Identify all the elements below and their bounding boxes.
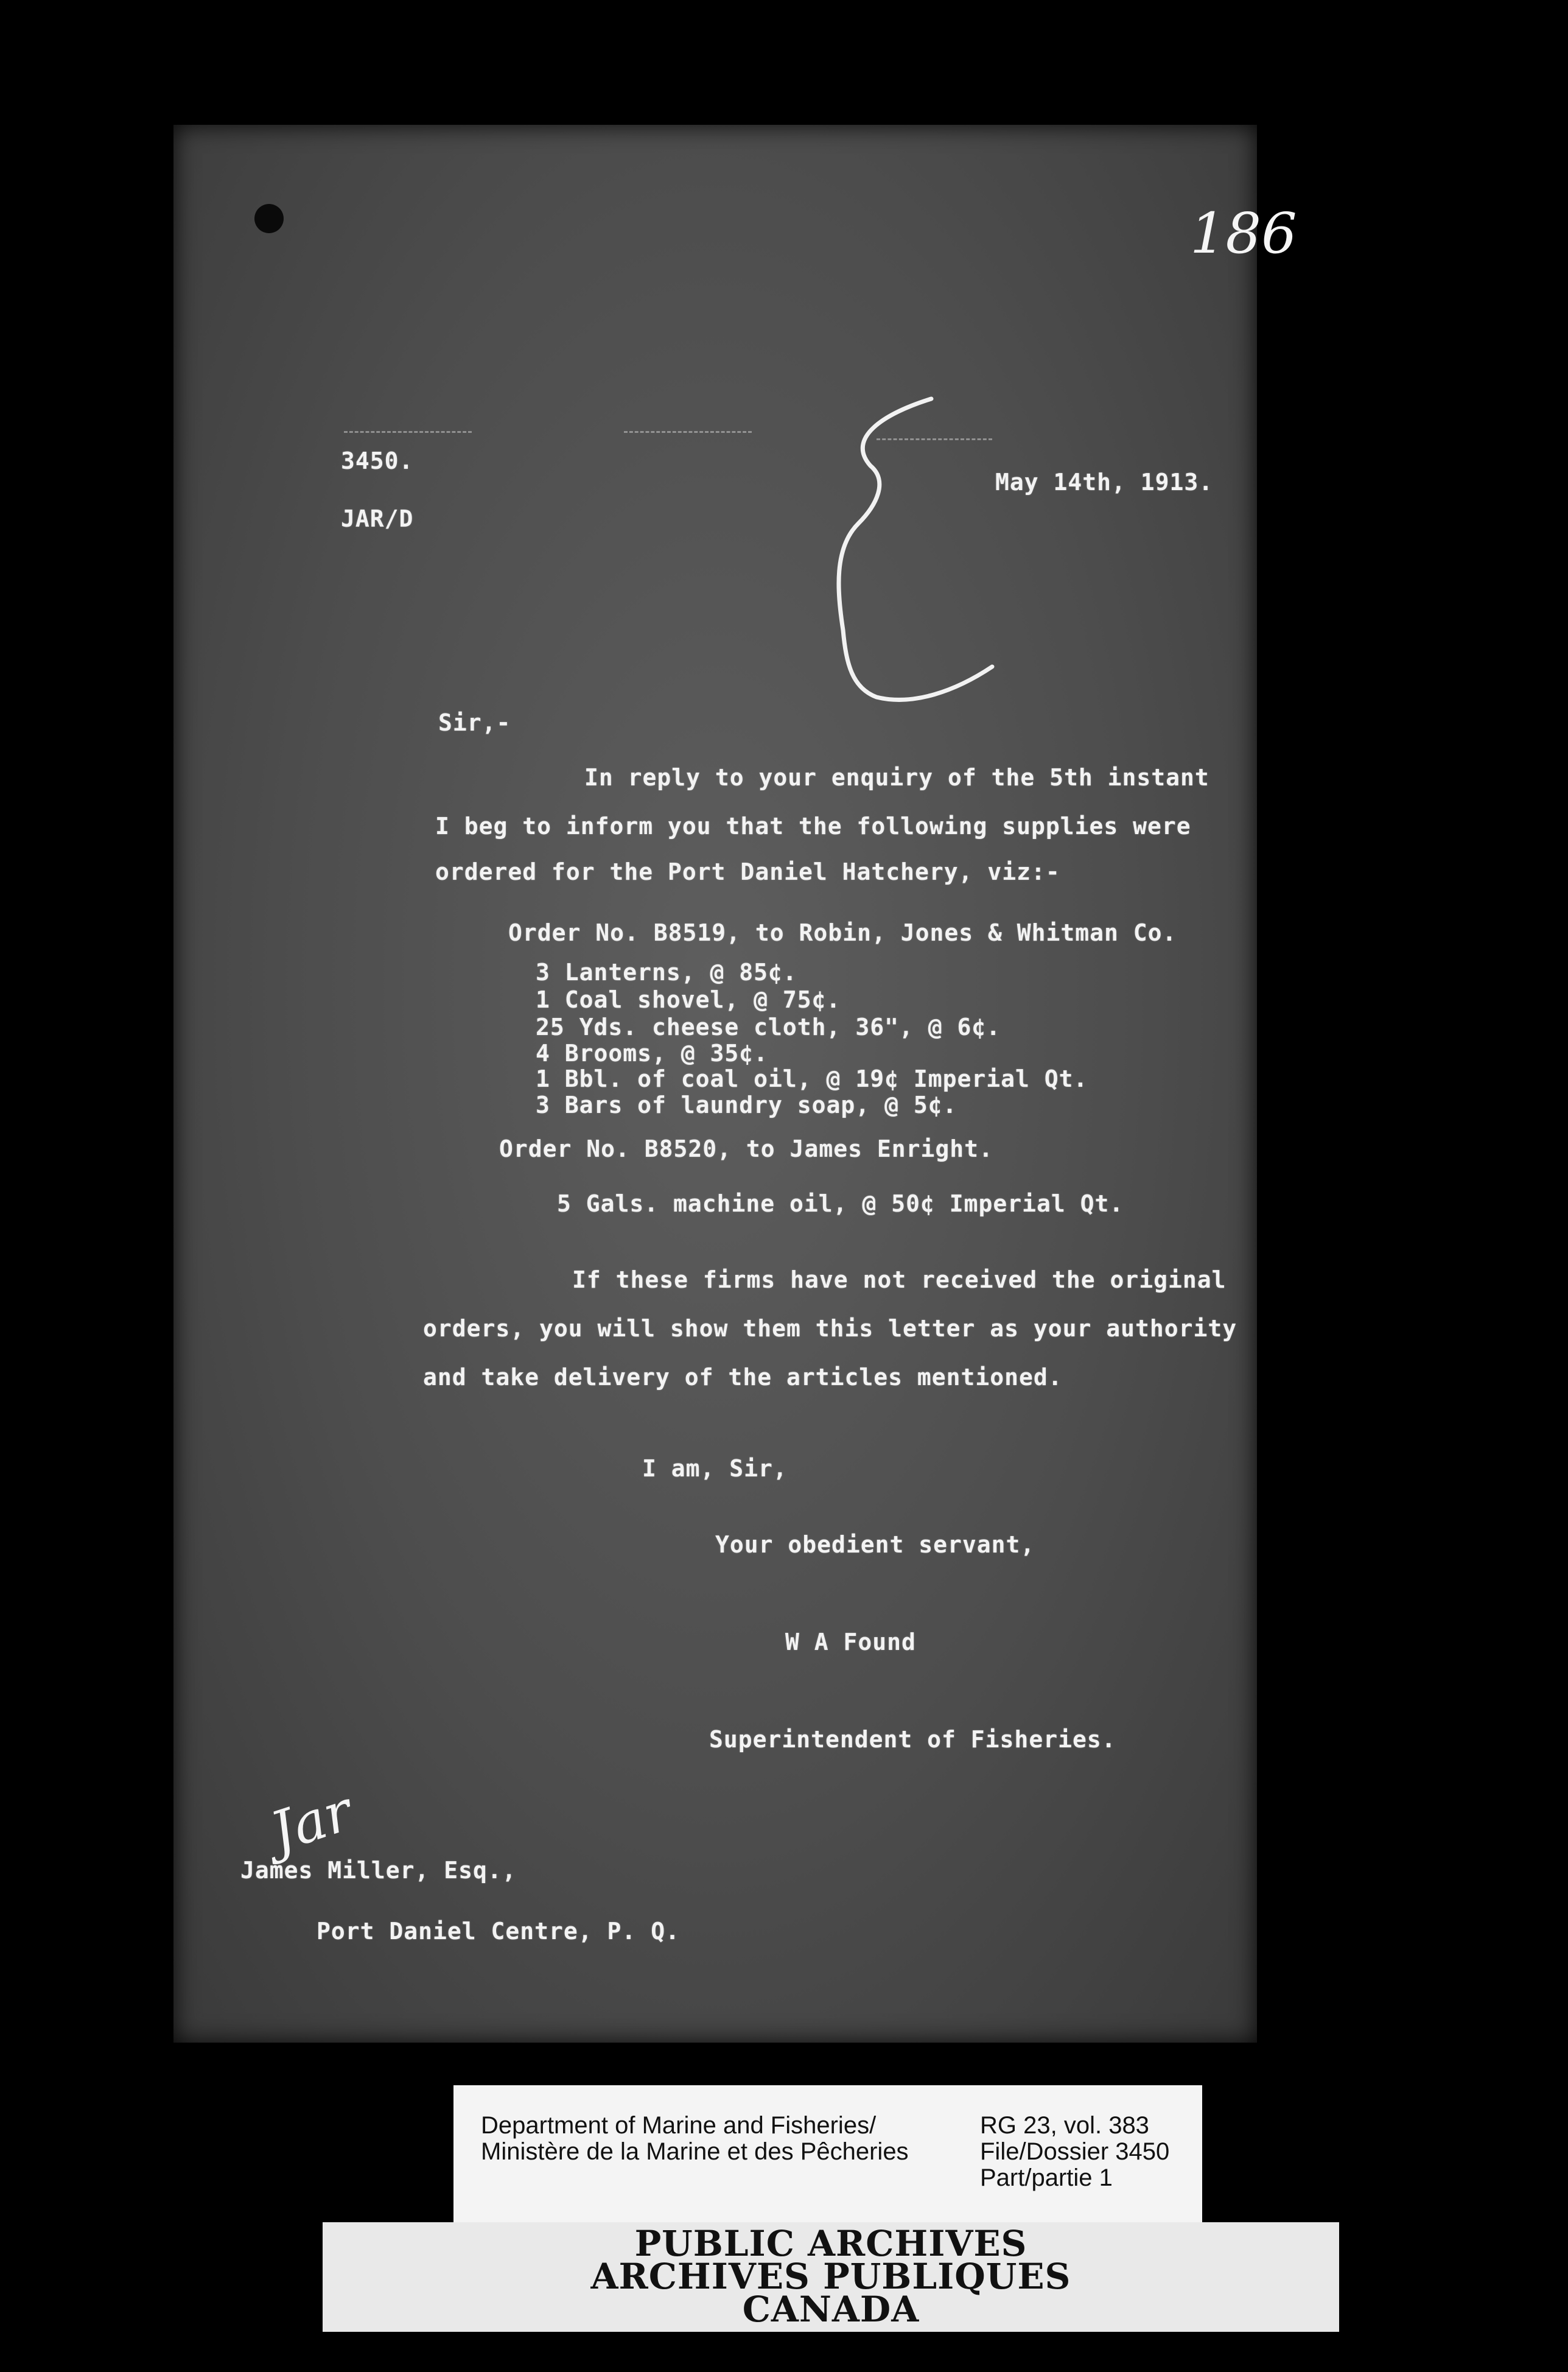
signature: W A Found — [785, 1629, 916, 1655]
archive-reference-label — [453, 2085, 1202, 2237]
stamp-line: ARCHIVES PUBLIQUES — [590, 2256, 1071, 2297]
archive-stamp — [323, 2222, 1339, 2332]
order-item: 3 Bars of laundry soap, @ 5¢. — [536, 1092, 957, 1118]
order-item: 5 Gals. machine oil, @ 50¢ Imperial Qt. — [557, 1190, 1124, 1217]
initials-reference: JAR/D — [341, 505, 414, 532]
order-item: 25 Yds. cheese cloth, 36", @ 6¢. — [536, 1014, 1001, 1040]
department-french: Ministère de la Marine et des Pêcheries — [481, 2138, 909, 2165]
intro-line: In reply to your enquiry of the 5th instant — [584, 764, 1209, 791]
recipient-address: Port Daniel Centre, P. Q. — [317, 1918, 680, 1945]
closing-line: If these firms have not received the original — [572, 1266, 1227, 1293]
signature-title: Superintendent of Fisheries. — [709, 1726, 1116, 1753]
intro-line: I beg to inform you that the following supplies were — [435, 813, 1191, 840]
letter-date: May 14th, 1913. — [995, 469, 1214, 496]
recipient-name: James Miller, Esq., — [240, 1857, 517, 1884]
complimentary-close: Your obedient servant, — [715, 1531, 1035, 1558]
order-item: 3 Lanterns, @ 85¢. — [536, 959, 797, 986]
salutation: Sir,- — [438, 709, 511, 736]
order-heading: Order No. B8519, to Robin, Jones & Whitman Co. — [508, 919, 1177, 946]
stamp-line: PUBLIC ARCHIVES — [634, 2223, 1027, 2264]
order-item: 1 Coal shovel, @ 75¢. — [536, 986, 841, 1013]
complimentary-close: I am, Sir, — [642, 1455, 788, 1482]
faint-dash-rule — [344, 431, 472, 435]
file-reference: 3450. — [341, 447, 414, 474]
closing-line: and take delivery of the articles mentioned. — [423, 1364, 1063, 1391]
part-partie: Part/partie 1 — [980, 2164, 1113, 2191]
intro-line: ordered for the Port Daniel Hatchery, viz:- — [435, 858, 1060, 885]
faint-dash-rule — [624, 431, 752, 435]
order-item: 1 Bbl. of coal oil, @ 19¢ Imperial Qt. — [536, 1065, 1088, 1092]
closing-line: orders, you will show them this letter as your authority — [423, 1315, 1237, 1342]
handwritten-initials: Jar — [263, 1779, 360, 1865]
order-heading: Order No. B8520, to James Enright. — [499, 1135, 993, 1162]
record-group: RG 23, vol. 383 — [980, 2112, 1149, 2139]
stamp-line: CANADA — [742, 2289, 920, 2330]
handwritten-bracket-mark — [810, 390, 1010, 718]
order-item: 4 Brooms, @ 35¢. — [536, 1040, 769, 1067]
punch-hole — [254, 204, 284, 233]
handwritten-page-number: 186 — [1190, 201, 1297, 266]
department-english: Department of Marine and Fisheries/ — [481, 2112, 877, 2139]
file-dossier: File/Dossier 3450 — [980, 2138, 1170, 2165]
